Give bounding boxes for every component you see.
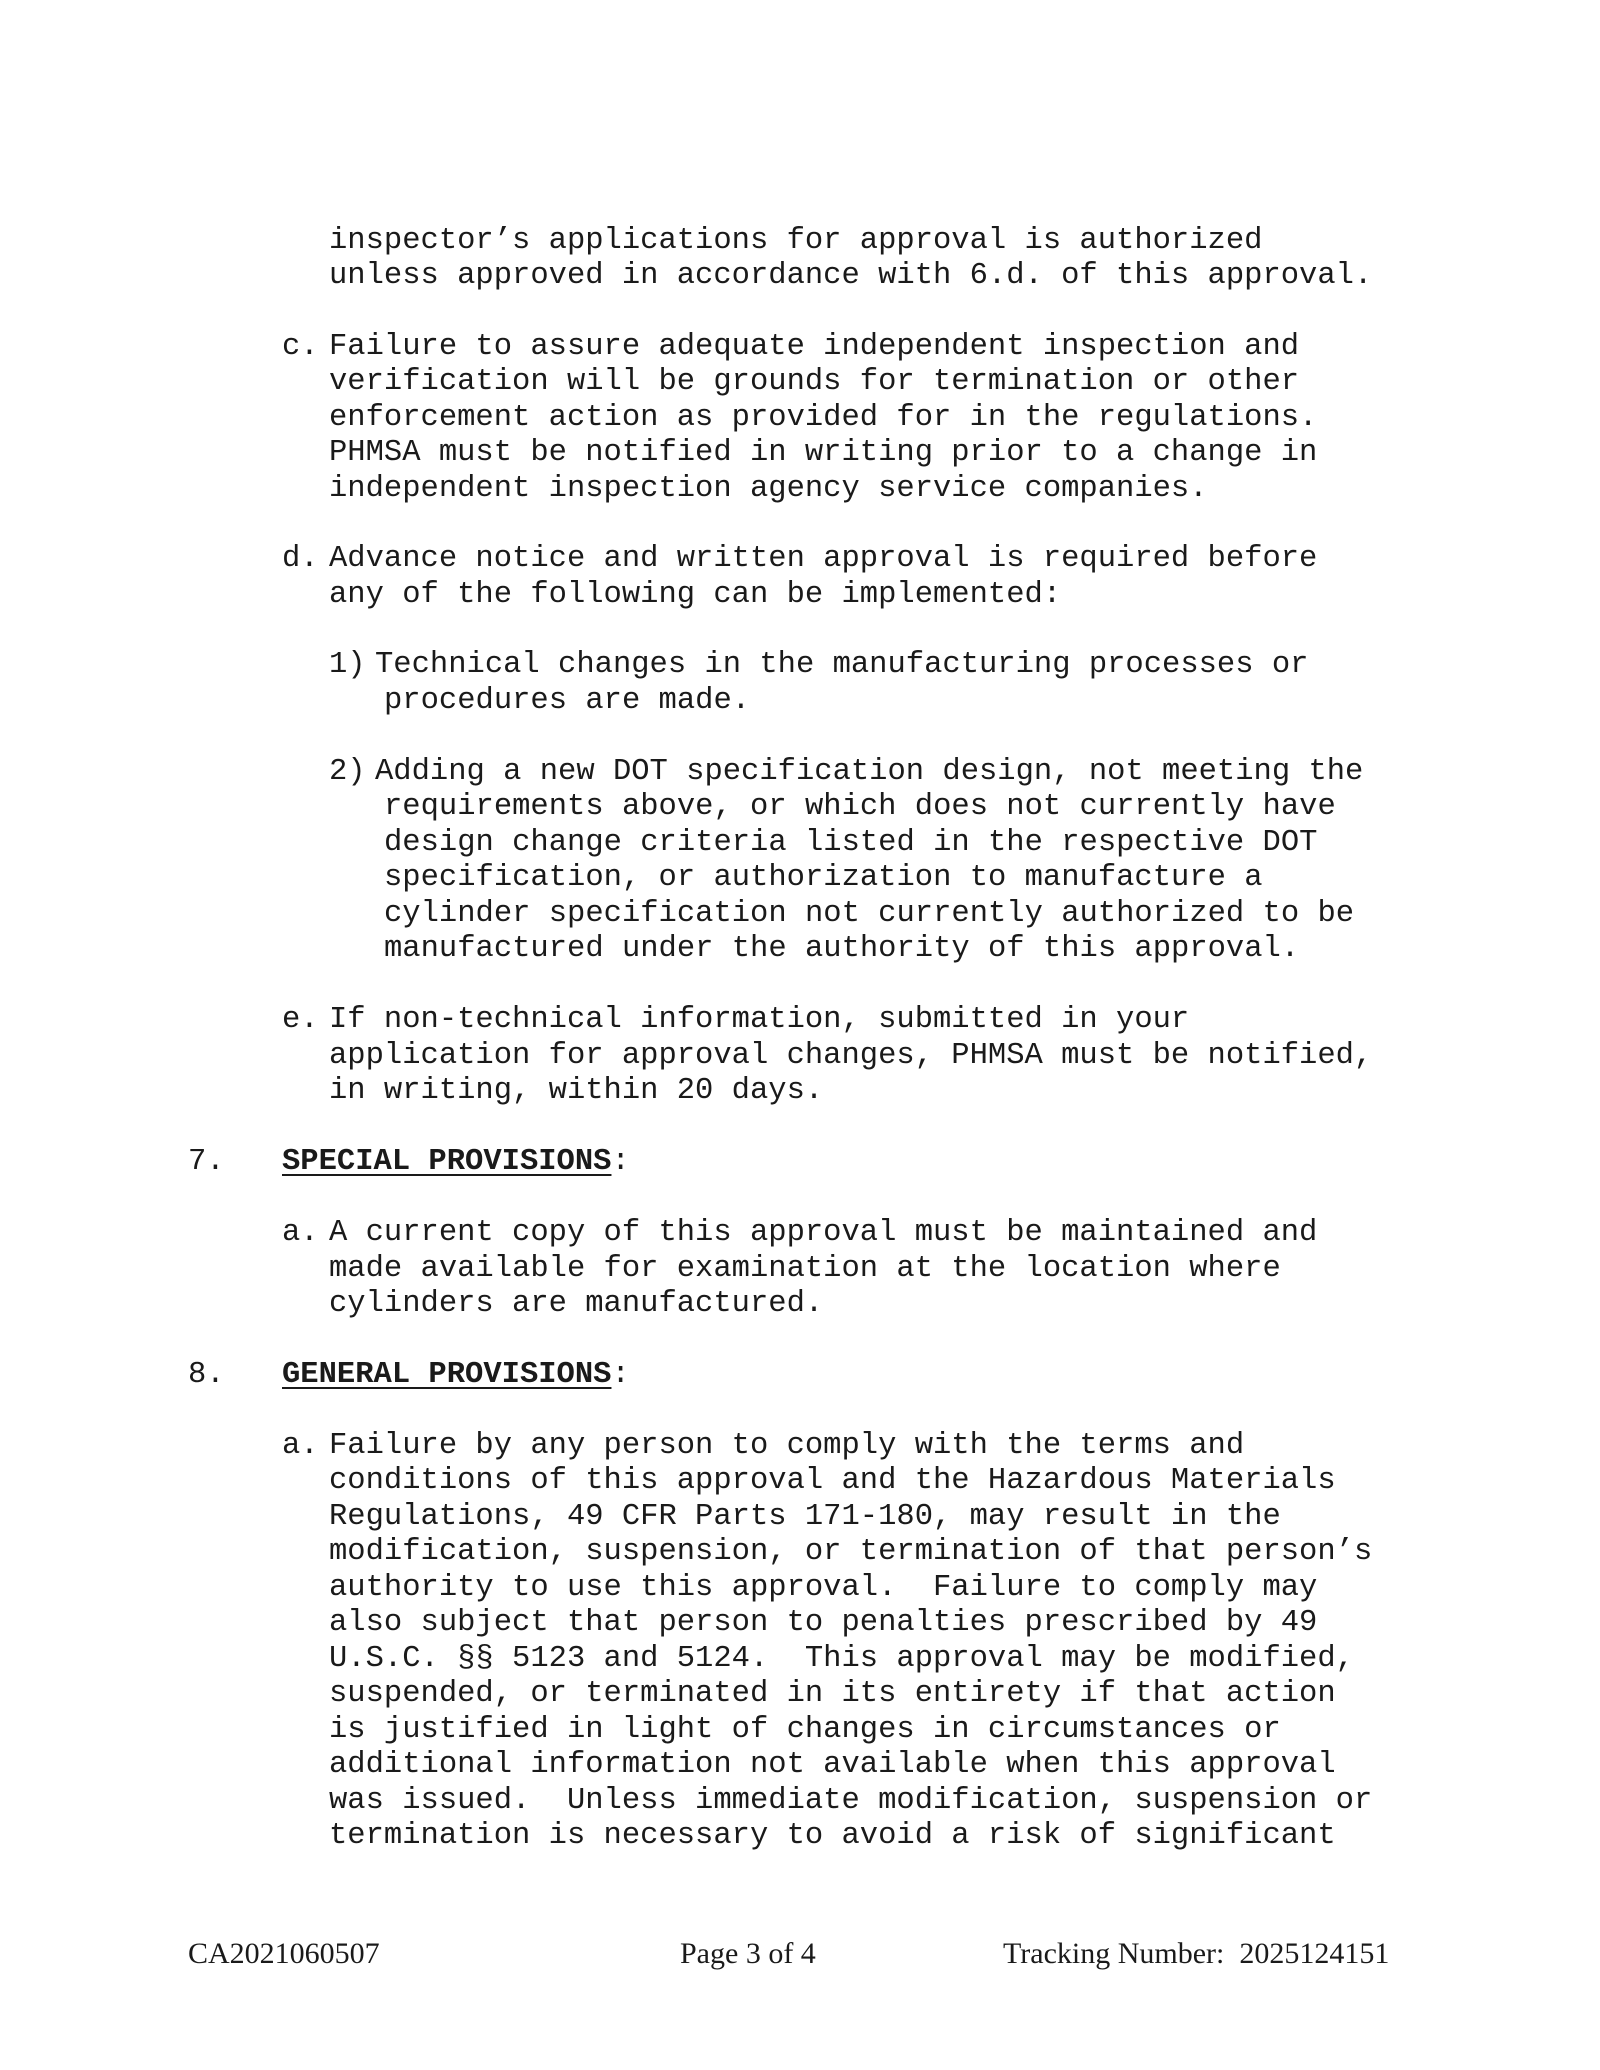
section-7-number: 7.	[188, 1145, 225, 1179]
footer-tracking-number: Tracking Number: 2025124151	[1003, 1937, 1390, 1970]
continuation-line: unless approved in accordance with 6.d. of this approval.	[329, 259, 1373, 293]
section-7-colon: :	[611, 1145, 630, 1179]
sub-item-2-marker: 2)	[329, 755, 366, 789]
section-8-item-a-marker: a.	[282, 1429, 319, 1463]
item-d-line: any of the following can be implemented:	[329, 578, 1062, 612]
sub-item-1-line: procedures are made.	[384, 684, 751, 718]
section-8-item-a-line: modification, suspension, or termination of that person’s	[329, 1535, 1373, 1569]
item-c-line: verification will be grounds for termination or other	[329, 365, 1300, 399]
footer-approval-number: CA2021060507	[188, 1937, 380, 1970]
footer-page-number: Page 3 of 4	[680, 1937, 816, 1970]
section-7-title: SPECIAL PROVISIONS	[282, 1145, 612, 1179]
sub-item-2-line: specification, or authorization to manufacture a	[384, 861, 1263, 895]
item-e-line: in writing, within 20 days.	[329, 1074, 824, 1108]
sub-item-2-line: requirements above, or which does not currently have	[384, 790, 1336, 824]
section-8-item-a-line: termination is necessary to avoid a risk of significant	[329, 1819, 1336, 1853]
item-c-line: Failure to assure adequate independent inspection and	[329, 330, 1300, 364]
section-8-item-a-line: Failure by any person to comply with the terms and	[329, 1429, 1245, 1463]
continuation-line: inspector’s applications for approval is authorized	[329, 224, 1263, 258]
sub-item-2-line: manufactured under the authority of this approval.	[384, 932, 1300, 966]
section-7-item-a-line: made available for examination at the location where	[329, 1252, 1281, 1286]
item-e-line: application for approval changes, PHMSA must be notified,	[329, 1039, 1373, 1073]
sub-item-2-line: design change criteria listed in the respective DOT	[384, 826, 1318, 860]
item-e-line: If non-technical information, submitted in your	[329, 1003, 1190, 1037]
section-8-item-a-line: additional information not available when this approval	[329, 1748, 1336, 1782]
section-8-item-a-line: is justified in light of changes in circumstances or	[329, 1713, 1281, 1747]
section-8-item-a-line: was issued. Unless immediate modification, suspension or	[329, 1784, 1373, 1818]
section-8-item-a-line: suspended, or terminated in its entirety if that action	[329, 1677, 1336, 1711]
item-c-marker: c.	[282, 330, 319, 364]
item-d-marker: d.	[282, 542, 319, 576]
section-8-number: 8.	[188, 1358, 225, 1392]
section-8-item-a-line: U.S.C. §§ 5123 and 5124. This approval may be modified,	[329, 1642, 1354, 1676]
item-d-line: Advance notice and written approval is required before	[329, 542, 1318, 576]
section-8-item-a-line: authority to use this approval. Failure to comply may	[329, 1571, 1318, 1605]
sub-item-1-marker: 1)	[329, 648, 366, 682]
section-7-item-a-line: A current copy of this approval must be maintained and	[329, 1216, 1318, 1250]
section-8-item-a-line: conditions of this approval and the Hazardous Materials	[329, 1464, 1336, 1498]
section-8-colon: :	[611, 1358, 630, 1392]
item-c-line: independent inspection agency service companies.	[329, 472, 1208, 506]
section-7-item-a-marker: a.	[282, 1216, 319, 1250]
section-8-title: GENERAL PROVISIONS	[282, 1358, 612, 1392]
section-7-heading	[282, 1145, 630, 1181]
sub-item-1-line: Technical changes in the manufacturing processes or	[375, 648, 1309, 682]
section-8-item-a-line: also subject that person to penalties prescribed by 49	[329, 1606, 1318, 1640]
item-c-line: enforcement action as provided for in the regulations.	[329, 401, 1318, 435]
section-7-item-a-line: cylinders are manufactured.	[329, 1287, 824, 1321]
sub-item-2-line: cylinder specification not currently authorized to be	[384, 897, 1355, 931]
section-8-item-a-line: Regulations, 49 CFR Parts 171-180, may result in the	[329, 1500, 1281, 1534]
item-e-marker: e.	[282, 1003, 319, 1037]
section-8-heading	[282, 1358, 630, 1394]
sub-item-2-line: Adding a new DOT specification design, not meeting the	[375, 755, 1364, 789]
item-c-line: PHMSA must be notified in writing prior to a change in	[329, 436, 1318, 470]
